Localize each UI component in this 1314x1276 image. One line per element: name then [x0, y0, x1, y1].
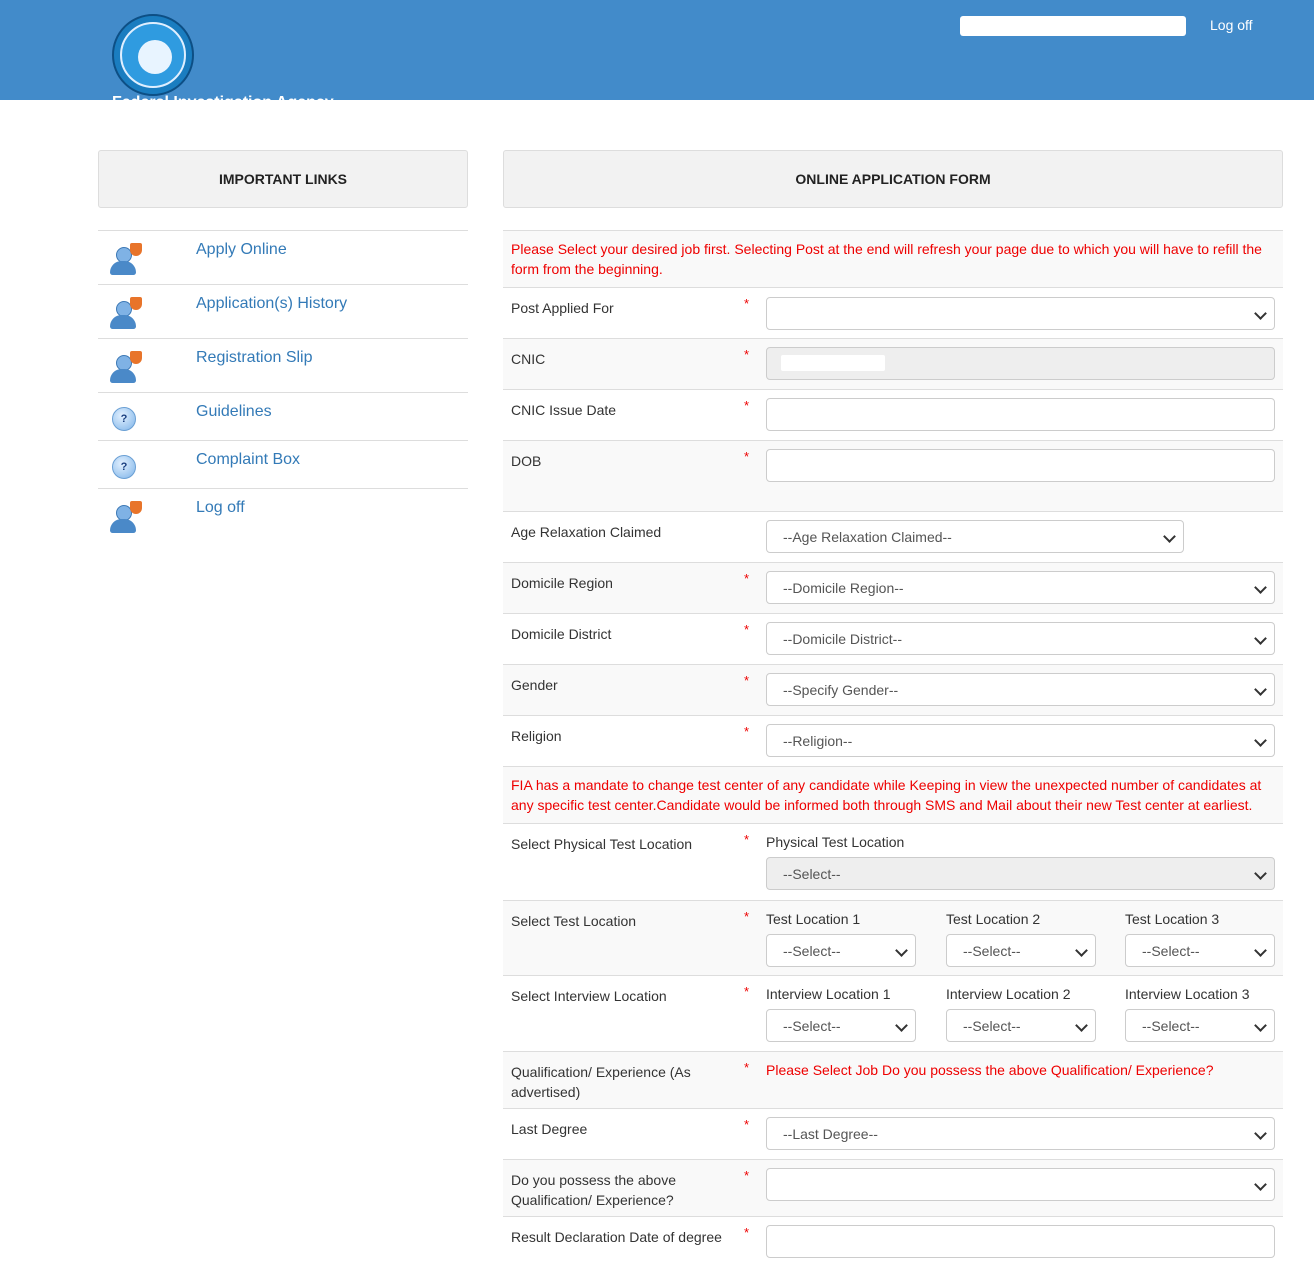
qualification-row [503, 1051, 1283, 1108]
important-links-header: IMPORTANT LINKS [98, 150, 468, 208]
dob-input[interactable] [766, 449, 1275, 482]
interview-location-3-select[interactable]: --Select-- [1125, 1009, 1275, 1042]
required-mark: * [744, 398, 750, 413]
cnic-issue-date-input[interactable] [766, 398, 1275, 431]
test-location-label: Select Test Location [511, 913, 637, 929]
interview-location-2-select[interactable]: --Select-- [946, 1009, 1096, 1042]
possess-qualification-select[interactable] [766, 1168, 1275, 1201]
physical-test-label: Select Physical Test Location [511, 836, 693, 852]
chevron-down-icon [1254, 1178, 1267, 1191]
post-applied-for-row [503, 287, 1283, 338]
test-location-2-select[interactable]: --Select-- [946, 934, 1096, 967]
chevron-down-icon [1254, 581, 1267, 594]
sidebar-item-registration-slip[interactable] [98, 338, 468, 392]
required-mark: * [744, 673, 750, 688]
logoff-link[interactable]: Log off [1210, 17, 1253, 33]
interview-location-3-label: Interview Location 3 [1125, 986, 1250, 1002]
last-degree-select[interactable]: --Last Degree-- [766, 1117, 1275, 1150]
notice-test-center: FIA has a mandate to change test center of any candidate while Keeping in view the unexpected number of candidates at any specific test center.Candidate would be informed both through SMS and Mail about their new Test center at earliest. [511, 777, 1262, 813]
chevron-down-icon [895, 1019, 908, 1032]
religion-select[interactable]: --Religion-- [766, 724, 1275, 757]
interview-location-2-label: Interview Location 2 [946, 986, 1071, 1002]
interview-location-label: Select Interview Location [511, 988, 667, 1004]
domicile-district-row [503, 613, 1283, 664]
chevron-down-icon [1254, 683, 1267, 696]
notice-test-center-row [503, 766, 1283, 823]
interview-location-1-select[interactable]: --Select-- [766, 1009, 916, 1042]
dob-row [503, 440, 1283, 511]
chevron-down-icon [1254, 867, 1267, 880]
sidebar-item-complaint-box[interactable] [98, 440, 468, 488]
chevron-down-icon [1254, 1127, 1267, 1140]
interview-location-1-label: Interview Location 1 [766, 986, 891, 1002]
cnic-label: CNIC [511, 351, 546, 367]
religion-label: Religion [511, 728, 562, 744]
site-title: Federal Investigation Agency [112, 94, 334, 111]
qualification-message: Please Select Job Do you possess the above Qualification/ Experience? [766, 1062, 1214, 1078]
top-navbar [0, 0, 1314, 111]
interview-location-row [503, 975, 1283, 1051]
test-location-2-label: Test Location 2 [946, 911, 1041, 927]
gender-row [503, 664, 1283, 715]
notice-select-job-row [503, 230, 1283, 287]
physical-test-select[interactable]: --Select-- [766, 857, 1275, 890]
gender-select[interactable]: --Specify Gender-- [766, 673, 1275, 706]
important-links-list [98, 230, 468, 542]
result-declaration-row [503, 1216, 1283, 1276]
age-relaxation-row [503, 511, 1283, 562]
possess-qualification-label: Do you possess the above Qualification/ Experience? [511, 1172, 676, 1208]
domicile-region-select[interactable]: --Domicile Region-- [766, 571, 1275, 604]
chevron-down-icon [1075, 1019, 1088, 1032]
required-mark: * [744, 1060, 750, 1075]
test-location-row [503, 900, 1283, 975]
domicile-district-select[interactable]: --Domicile District-- [766, 622, 1275, 655]
cnic-row [503, 338, 1283, 389]
required-mark: * [744, 1117, 750, 1132]
domicile-region-label: Domicile Region [511, 575, 613, 591]
qualification-label: Qualification/ Experience (As advertised) [511, 1064, 691, 1100]
fia-logo [112, 14, 194, 96]
physical-test-row [503, 823, 1283, 900]
user-shield-icon [106, 241, 144, 277]
application-form-header: ONLINE APPLICATION FORM [503, 150, 1283, 208]
gender-label: Gender [511, 677, 558, 693]
chevron-down-icon [1254, 632, 1267, 645]
possess-qualification-row [503, 1159, 1283, 1216]
sidebar-item-label[interactable]: Log off [196, 499, 245, 516]
domicile-district-label: Domicile District [511, 626, 612, 642]
user-shield-icon [106, 349, 144, 385]
chevron-down-icon [1254, 734, 1267, 747]
post-applied-for-label: Post Applied For [511, 300, 614, 316]
chevron-down-icon [1254, 944, 1267, 957]
chevron-down-icon [1254, 307, 1267, 320]
cnic-issue-date-label: CNIC Issue Date [511, 402, 617, 418]
sidebar-item-label[interactable]: Guidelines [196, 403, 272, 420]
required-mark: * [744, 832, 750, 847]
user-shield-icon [106, 295, 144, 331]
required-mark: * [744, 622, 750, 637]
required-mark: * [744, 1225, 750, 1240]
required-mark: * [744, 571, 750, 586]
last-degree-label: Last Degree [511, 1121, 588, 1137]
help-icon: ? [106, 451, 144, 487]
sidebar-item-apply-online[interactable] [98, 230, 468, 284]
required-mark: * [744, 984, 750, 999]
username-redacted [960, 16, 1186, 36]
last-degree-row [503, 1108, 1283, 1159]
chevron-down-icon [1254, 1019, 1267, 1032]
required-mark: * [744, 724, 750, 739]
sidebar-item-label[interactable]: Registration Slip [196, 349, 313, 366]
required-mark: * [744, 296, 750, 311]
sidebar-item-application-history[interactable] [98, 284, 468, 338]
result-declaration-label: Result Declaration Date of degree [511, 1229, 722, 1245]
chevron-down-icon [895, 944, 908, 957]
required-mark: * [744, 1168, 750, 1183]
notice-select-job: Please Select your desired job first. Selecting Post at the end will refresh your page due to which you will have to refill the form from the beginning. [511, 241, 1262, 277]
test-location-1-label: Test Location 1 [766, 911, 861, 927]
result-declaration-date-input[interactable] [766, 1225, 1275, 1258]
required-mark: * [744, 347, 750, 362]
religion-row [503, 715, 1283, 766]
sidebar-item-label[interactable]: Apply Online [196, 241, 287, 258]
cnic-issue-date-row [503, 389, 1283, 440]
sidebar-item-label[interactable]: Application(s) History [196, 295, 348, 312]
test-location-3-label: Test Location 3 [1125, 911, 1220, 927]
sidebar-item-logoff[interactable] [98, 488, 468, 542]
post-applied-for-select[interactable] [766, 297, 1275, 330]
test-location-3-select[interactable]: --Select-- [1125, 934, 1275, 967]
cnic-redacted [781, 355, 885, 371]
age-relaxation-select[interactable]: --Age Relaxation Claimed-- [766, 520, 1184, 553]
age-relaxation-label: Age Relaxation Claimed [511, 524, 662, 540]
help-icon: ? [106, 403, 144, 439]
required-mark: * [744, 909, 750, 924]
chevron-down-icon [1075, 944, 1088, 957]
cnic-field [766, 347, 1275, 380]
chevron-down-icon [1163, 530, 1176, 543]
sidebar-item-guidelines[interactable] [98, 392, 468, 440]
test-location-1-select[interactable]: --Select-- [766, 934, 916, 967]
dob-label: DOB [511, 453, 542, 469]
domicile-region-row [503, 562, 1283, 613]
user-shield-icon [106, 499, 144, 535]
application-form [503, 230, 1283, 1276]
physical-test-sub-label: Physical Test Location [766, 834, 905, 850]
sidebar-item-label[interactable]: Complaint Box [196, 451, 301, 468]
required-mark: * [744, 449, 750, 464]
